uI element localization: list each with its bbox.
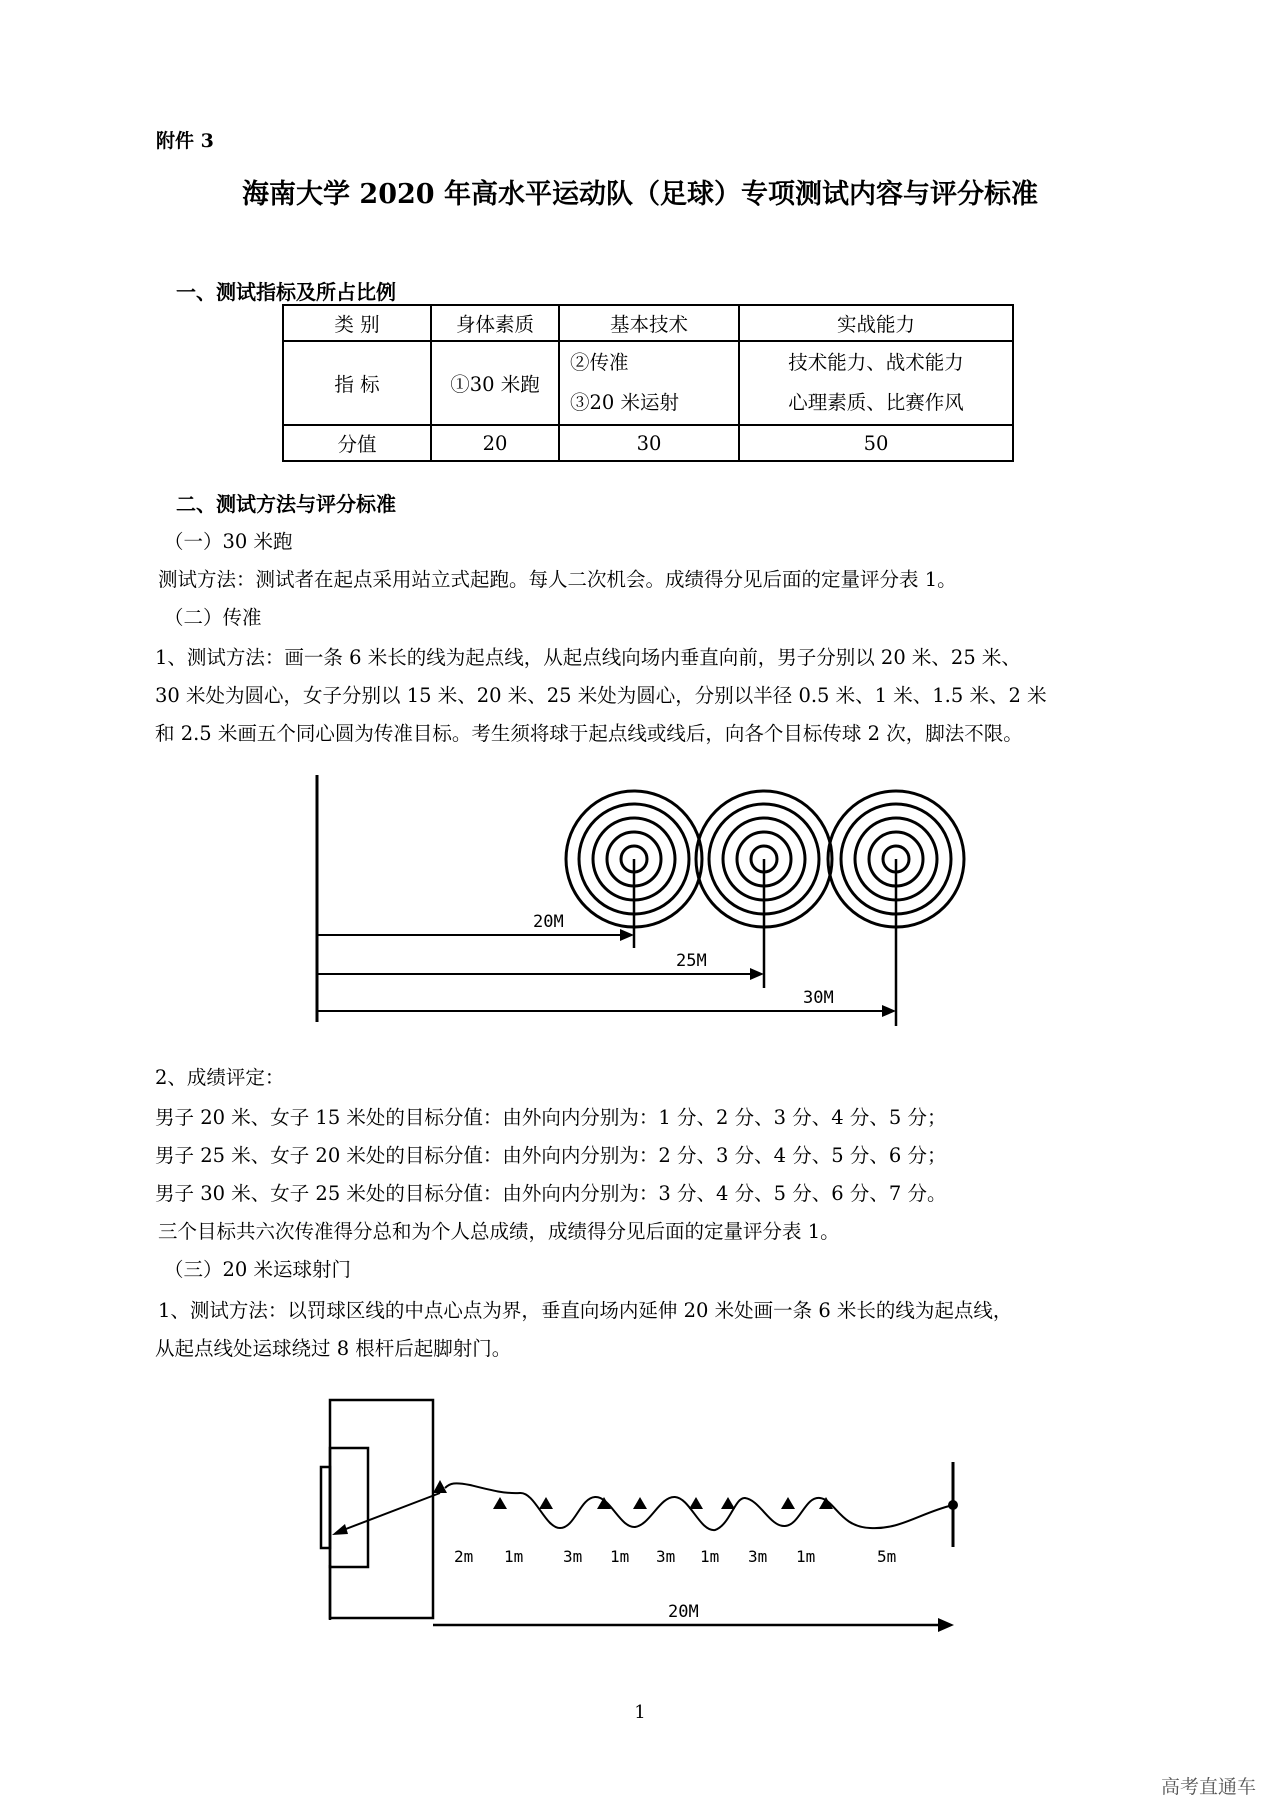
header-cell: 实战能力 bbox=[739, 305, 1013, 341]
row-label: 分值 bbox=[283, 425, 431, 461]
segment-label: 1m bbox=[796, 1547, 816, 1566]
segment-label: 1m bbox=[504, 1547, 524, 1566]
scoring-line: 男子 30 米、女子 25 米处的目标分值：由外向内分别为：3 分、4 分、5 分、6 分、7 分。 bbox=[155, 1182, 947, 1205]
sub3-method-line: 从起点线处运球绕过 8 根杆后起脚射门。 bbox=[155, 1337, 512, 1360]
dribble-shoot-diagram bbox=[321, 1400, 958, 1632]
scoring-line: 男子 20 米、女子 15 米处的目标分值：由外向内分别为：1 分、2 分、3 分、4 分、5 分； bbox=[155, 1106, 947, 1129]
sub3-heading: （三）20 米运球射门 bbox=[164, 1258, 352, 1281]
row-label: 指 标 bbox=[283, 341, 431, 425]
cell-line: 心理素质、比赛作风 bbox=[788, 391, 964, 414]
segment-label: 5m bbox=[877, 1547, 897, 1566]
sub2-method-line: 1、测试方法：画一条 6 米长的线为起点线，从起点线向场内垂直向前，男子分别以 20 米、25 米、 bbox=[155, 646, 1021, 669]
goal-area bbox=[330, 1448, 368, 1567]
segment-label: 1m bbox=[610, 1547, 630, 1566]
segment-label: 1m bbox=[700, 1547, 720, 1566]
sub2-heading: （二）传准 bbox=[164, 606, 262, 629]
segment-label: 3m bbox=[656, 1547, 676, 1566]
table-cell: ①30 米跑 bbox=[431, 341, 559, 425]
header-cell: 类 别 bbox=[283, 305, 431, 341]
scoring-line: 男子 25 米、女子 20 米处的目标分值：由外向内分别为：2 分、3 分、4 分、5 分、6 分； bbox=[155, 1144, 947, 1167]
table-cell: 30 bbox=[559, 425, 739, 461]
page-number: 1 bbox=[634, 1702, 646, 1723]
shot-line bbox=[338, 1493, 440, 1532]
scoring-heading: 2、成绩评定： bbox=[155, 1066, 285, 1089]
table-cell: 20 bbox=[431, 425, 559, 461]
page-title: 海南大学 2020 年高水平运动队（足球）专项测试内容与评分标准 bbox=[242, 179, 1038, 210]
attachment-label: 附件 3 bbox=[156, 130, 214, 152]
watermark: 高考直通车 bbox=[1160, 1776, 1256, 1798]
segment-label: 3m bbox=[748, 1547, 768, 1566]
distance-label: 25M bbox=[676, 951, 707, 971]
sub1-heading: （一）30 米跑 bbox=[164, 530, 293, 553]
segment-label: 3m bbox=[563, 1547, 583, 1566]
sub3-method-line: 1、测试方法：以罚球区线的中点心点为界，垂直向场内延伸 20 米处画一条 6 米长的线为起点线， bbox=[158, 1299, 1013, 1322]
sub2-method-line: 和 2.5 米画五个同心圆为传准目标。考生须将球于起点线或线后，向各个目标传球 2 次，脚法不限。 bbox=[155, 722, 1023, 745]
cell-line: ③20 米运射 bbox=[570, 391, 680, 414]
segment-label: 2m bbox=[454, 1547, 474, 1566]
section2-heading: 二、测试方法与评分标准 bbox=[176, 492, 396, 516]
goal bbox=[321, 1467, 330, 1548]
cell-line: ②传准 bbox=[570, 351, 629, 374]
section1-heading: 一、测试指标及所占比例 bbox=[176, 280, 396, 304]
total-distance-label: 20M bbox=[668, 1602, 699, 1622]
sub2-method-line: 30 米处为圆心，女子分别以 15 米、20 米、25 米处为圆心，分别以半径 0.5 米、1 米、1.5 米、2 米 bbox=[155, 684, 1047, 707]
sub1-method: 测试方法：测试者在起点采用站立式起跑。每人二次机会。成绩得分见后面的定量评分表 1。 bbox=[158, 568, 957, 591]
table-cell: 50 bbox=[739, 425, 1013, 461]
penalty-area bbox=[330, 1400, 433, 1618]
scoring-summary: 三个目标共六次传准得分总和为个人总成绩，成绩得分见后面的定量评分表 1。 bbox=[158, 1220, 840, 1243]
header-cell: 基本技术 bbox=[559, 305, 739, 341]
cell-line: 技术能力、战术能力 bbox=[788, 351, 964, 374]
header-cell: 身体素质 bbox=[431, 305, 559, 341]
arrow-20m bbox=[317, 929, 634, 941]
distance-label: 20M bbox=[533, 912, 564, 932]
distance-label: 30M bbox=[803, 988, 834, 1008]
